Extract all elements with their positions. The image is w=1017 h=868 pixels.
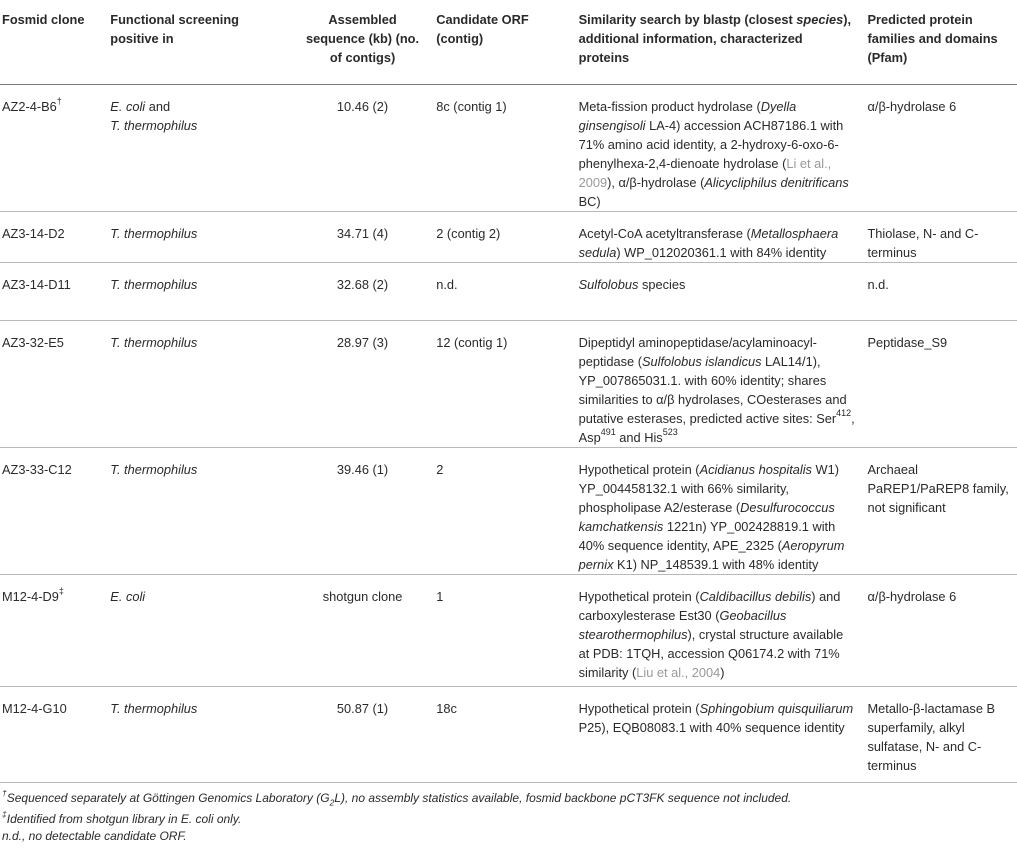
functional-screen: E. coli <box>104 574 295 686</box>
assembled-sequence: 32.68 (2) <box>295 262 430 320</box>
functional-screen: T. thermophilus <box>104 262 295 320</box>
functional-screen: T. thermophilus <box>104 447 295 574</box>
footnote-dagger: †Sequenced separately at Göttingen Genomics Laboratory $(G_2L)$, no assembly statistics available, fosmid backbone pCT3FK sequence not included. <box>2 787 792 807</box>
assembled-sequence: 50.87 (1) <box>295 686 430 782</box>
header-functional: Functional screening positive in <box>104 0 295 84</box>
candidate-orf: 8c (contig 1) <box>430 84 572 211</box>
candidate-orf: 2 (contig 2) <box>430 211 572 262</box>
assembled-sequence: 39.46 (1) <box>295 447 430 574</box>
fosmid-clone: AZ3-33-C12 <box>0 447 104 574</box>
candidate-orf: 18c <box>430 686 572 782</box>
header-assembled: Assembled sequence (kb) (no. of contigs) <box>295 0 430 84</box>
assembled-sequence: shotgun clone <box>295 574 430 686</box>
protein-families: α/β-hydrolase 6 <box>861 574 1017 686</box>
candidate-orf: n.d. <box>430 262 572 320</box>
fosmid-clone: AZ2-4-B6† <box>0 84 104 211</box>
header-fosmid: Fosmid clone <box>0 0 104 84</box>
table-row <box>0 574 1017 686</box>
candidate-orf: 2 <box>430 447 572 574</box>
functional-screen: T. thermophilus <box>104 211 295 262</box>
table-row <box>0 262 1017 320</box>
fosmid-clone: AZ3-32-E5 <box>0 320 104 447</box>
functional-screen: E. coli and T. thermophilus <box>104 84 295 211</box>
table-row <box>0 320 1017 447</box>
similarity-search: Hypothetical protein (Acidianus hospitalis W1) YP_004458132.1 with 66% similarity, phospholipase A2/esterase (Desulfurococcus kamchatkensis 1221n) YP_002428819.1 with 40% sequence identity, APE_2325 (Aeropyrum pernix K1) NP_148539.1 with 48% identity <box>573 447 862 574</box>
fosmid-clone: M12-4-D9‡ <box>0 574 104 686</box>
functional-screen: T. thermophilus <box>104 686 295 782</box>
similarity-search: Hypothetical protein (Sphingobium quisquiliarum P25), EQB08083.1 with 40% sequence identity <box>573 686 862 782</box>
candidate-orf: 1 <box>430 574 572 686</box>
protein-families: n.d. <box>861 262 1017 320</box>
citation-link[interactable]: Liu et al., 2004 <box>636 664 721 680</box>
protein-families: Thiolase, N- and C-terminus <box>861 211 1017 262</box>
assembled-sequence: 28.97 (3) <box>295 320 430 447</box>
protein-families: α/β-hydrolase 6 <box>861 84 1017 211</box>
similarity-search: Dipeptidyl aminopeptidase/acylaminoacyl-peptidase (Sulfolobus islandicus LAL14/1), YP_007865031.1. with 60% identity; shares similarities to α/β hydrolases, COesterases and putative esterases, predicted active sites: Ser$^{412}$, Asp$^{491}$ and His$^{523}$ <box>573 320 862 447</box>
footnotes <box>0 783 1017 845</box>
citation-link[interactable]: Li et al., 2009 <box>578 155 832 190</box>
protein-families: Archaeal PaREP1/PaREP8 family, not significant <box>861 447 1017 574</box>
table-row <box>0 447 1017 574</box>
header-row <box>0 0 1017 84</box>
fosmid-clone: AZ3-14-D2 <box>0 211 104 262</box>
similarity-search: Meta-fission product hydrolase (Dyella ginsengisoli LA-4) accession ACH87186.1 with 71% amino acid identity, a 2-hydroxy-6-oxo-6-phenylhexa-2,4-dienoate hydrolase (Li et al., 2009), α/β-hydrolase (Alicycliphilus denitrificans BC) <box>573 84 862 211</box>
assembled-sequence: 34.71 (4) <box>295 211 430 262</box>
footnote-nd: n.d., no detectable candidate ORF. <box>2 828 187 843</box>
functional-screen: T. thermophilus <box>104 320 295 447</box>
table-row <box>0 686 1017 782</box>
protein-families: Metallo-β-lactamase B superfamily, alkyl sulfatase, N- and C-terminus <box>861 686 1017 782</box>
header-orf: Candidate ORF (contig) <box>430 0 572 84</box>
assembled-sequence: 10.46 (2) <box>295 84 430 211</box>
fosmid-clone: M12-4-G10 <box>0 686 104 782</box>
footnote-double-dagger: ‡Identified from shotgun library in E. coli only. <box>2 808 242 826</box>
table-row <box>0 211 1017 262</box>
table-row <box>0 84 1017 211</box>
candidate-orf: 12 (contig 1) <box>430 320 572 447</box>
fosmid-clone: AZ3-14-D11 <box>0 262 104 320</box>
similarity-search: Sulfolobus species <box>573 262 862 320</box>
similarity-search: Hypothetical protein (Caldibacillus debilis) and carboxylesterase Est30 (Geobacillus stearothermophilus), crystal structure available at PDB: 1TQH, accession Q06174.2 with 71% similarity (Liu et al., 2004) <box>573 574 862 686</box>
header-families: Predicted protein families and domains (Pfam) <box>861 0 1017 84</box>
header-similarity: Similarity search by blastp (closest species), additional information, characterized proteins <box>573 0 862 84</box>
similarity-search: Acetyl-CoA acetyltransferase (Metallosphaera sedula) WP_012020361.1 with 84% identity <box>573 211 862 262</box>
protein-families: Peptidase_S9 <box>861 320 1017 447</box>
